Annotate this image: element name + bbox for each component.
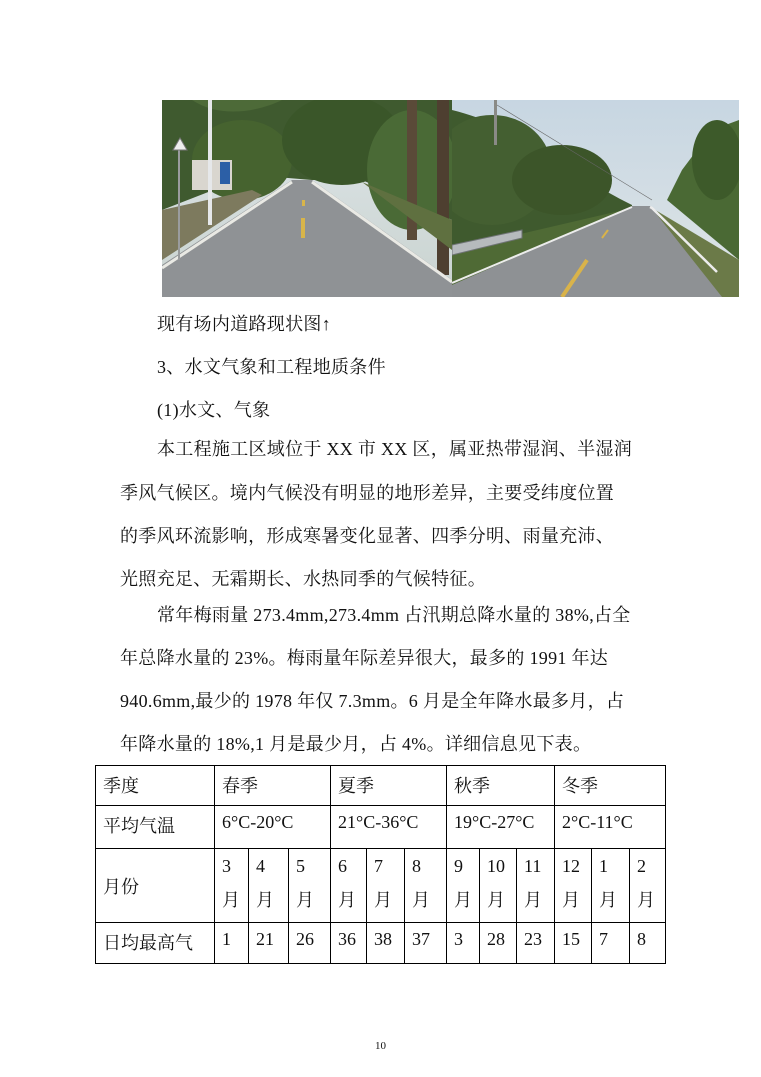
month-unit: 月 [487, 890, 505, 910]
paragraph-1-line-2: 季风气候区。境内气候没有明显的地形差异，主要受纬度位置 [120, 483, 615, 503]
daily-max-cell: 28 [480, 923, 517, 964]
daily-max-cell: 7 [592, 923, 630, 964]
daily-max-cell: 3 [447, 923, 480, 964]
avg-temp-winter: 2°C-11°C [555, 806, 666, 849]
table-row-avg-temp [96, 806, 666, 849]
month-unit: 月 [256, 890, 274, 910]
season-spring: 春季 [215, 766, 331, 806]
month-number: 11 [524, 856, 542, 876]
paragraph-2-line-2: 年总降水量的 23%。梅雨量年际差异很大，最多的 1991 年达 [120, 648, 609, 668]
month-unit: 月 [524, 890, 542, 910]
month-cell [331, 849, 367, 923]
daily-max-cell: 8 [630, 923, 666, 964]
month-unit: 月 [338, 890, 356, 910]
row-header-avg-temp: 平均气温 [96, 806, 215, 849]
month-unit: 月 [454, 890, 472, 910]
season-autumn: 秋季 [447, 766, 555, 806]
month-unit: 月 [296, 890, 314, 910]
road-photo-left [162, 100, 452, 297]
month-number: 7 [374, 856, 383, 876]
month-cell [630, 849, 666, 923]
daily-max-cell: 37 [405, 923, 447, 964]
season-winter: 冬季 [555, 766, 666, 806]
paragraph-2-line-3: 940.6mm,最少的 1978 年仅 7.3mm。6 月是全年降水最多月，占 [120, 691, 625, 711]
month-cell [367, 849, 405, 923]
month-number: 9 [454, 856, 463, 876]
month-cell [555, 849, 592, 923]
month-unit: 月 [562, 890, 580, 910]
season-summer: 夏季 [331, 766, 447, 806]
road-photo-right [452, 100, 739, 297]
month-cell [480, 849, 517, 923]
month-cell [215, 849, 249, 923]
month-cell [517, 849, 555, 923]
table-row-months [96, 849, 666, 923]
daily-max-cell: 21 [249, 923, 289, 964]
month-cell [249, 849, 289, 923]
month-cell [289, 849, 331, 923]
row-header-month: 月份 [96, 849, 215, 923]
section-subheading: (1)水文、气象 [157, 400, 271, 420]
month-cell [405, 849, 447, 923]
table-row-season [96, 766, 666, 806]
avg-temp-autumn: 19°C-27°C [447, 806, 555, 849]
month-number: 3 [222, 856, 231, 876]
month-unit: 月 [637, 890, 655, 910]
daily-max-cell: 15 [555, 923, 592, 964]
figure-caption: 现有场内道路现状图↑ [157, 314, 331, 334]
month-number: 5 [296, 856, 305, 876]
month-unit: 月 [374, 890, 392, 910]
month-number: 2 [637, 856, 646, 876]
road-photo-figure [162, 100, 739, 297]
month-unit: 月 [222, 890, 240, 910]
paragraph-2-line-4: 年降水量的 18%,1 月是最少月，占 4%。详细信息见下表。 [120, 734, 592, 754]
month-cell [592, 849, 630, 923]
daily-max-cell: 38 [367, 923, 405, 964]
month-cell [447, 849, 480, 923]
climate-table [95, 765, 666, 964]
month-unit: 月 [599, 890, 617, 910]
avg-temp-spring: 6°C-20°C [215, 806, 331, 849]
row-header-daily-max: 日均最高气 [96, 923, 215, 964]
month-number: 1 [599, 856, 608, 876]
month-number: 10 [487, 856, 505, 876]
paragraph-1-line-4: 光照充足、无霜期长、水热同季的气候特征。 [120, 569, 486, 589]
month-number: 8 [412, 856, 421, 876]
page-number: 10 [375, 1040, 386, 1052]
month-unit: 月 [412, 890, 430, 910]
daily-max-cell: 26 [289, 923, 331, 964]
daily-max-cell: 23 [517, 923, 555, 964]
section-heading: 3、水文气象和工程地质条件 [157, 357, 386, 377]
month-number: 12 [562, 856, 580, 876]
daily-max-cell: 36 [331, 923, 367, 964]
paragraph-2-line-1: 常年梅雨量 273.4mm,273.4mm 占汛期总降水量的 38%,占全 [157, 605, 631, 625]
row-header-season: 季度 [96, 766, 215, 806]
month-number: 4 [256, 856, 265, 876]
paragraph-1-line-1: 本工程施工区域位于 XX 市 XX 区，属亚热带湿润、半湿润 [157, 439, 632, 459]
month-number: 6 [338, 856, 347, 876]
daily-max-cell: 1 [215, 923, 249, 964]
paragraph-1-line-3: 的季风环流影响，形成寒暑变化显著、四季分明、雨量充沛、 [120, 526, 615, 546]
avg-temp-summer: 21°C-36°C [331, 806, 447, 849]
table-row-daily-max [96, 923, 666, 964]
